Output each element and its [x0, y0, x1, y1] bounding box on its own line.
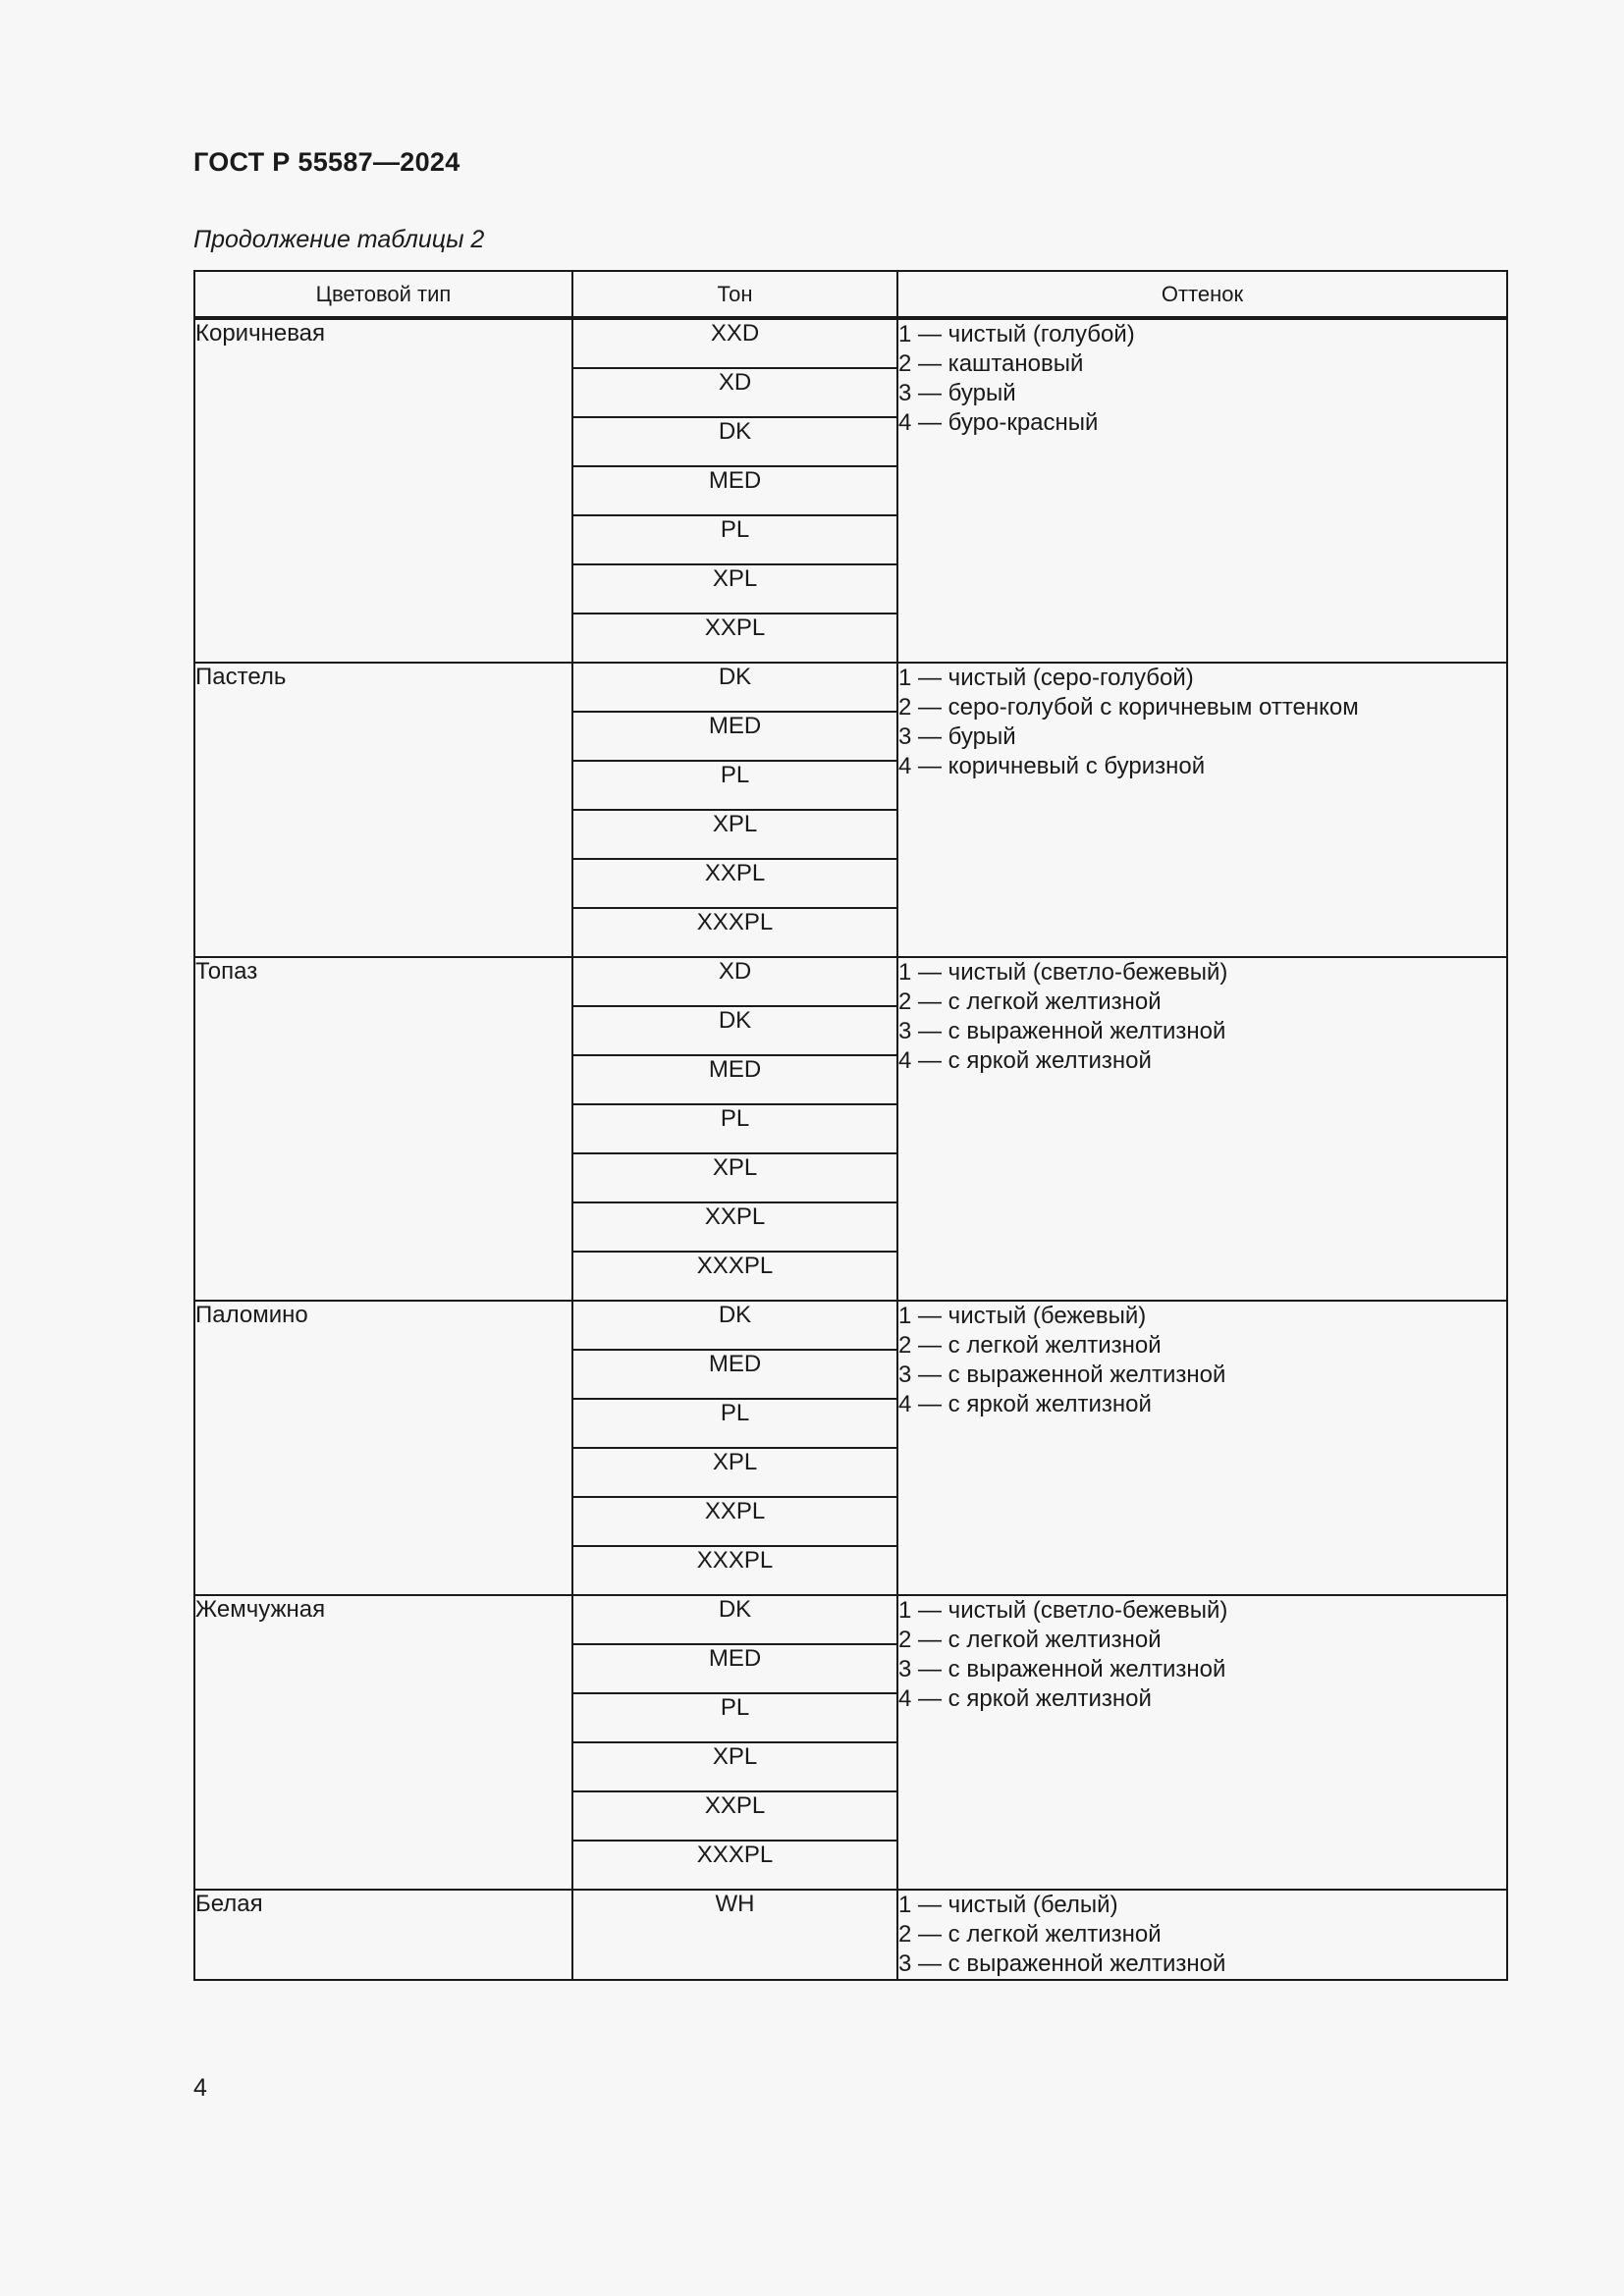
tone-cell: XD — [572, 957, 897, 1006]
column-header-color-type: Цветовой тип — [194, 271, 572, 318]
shade-line: 3 — с выраженной желтизной — [898, 1362, 1226, 1388]
tone-cell: XXPL — [572, 859, 897, 908]
tone-cell: MED — [572, 712, 897, 761]
tone-cell: WH — [572, 1890, 897, 1980]
tone-cell: XXXPL — [572, 908, 897, 957]
tone-cell: PL — [572, 761, 897, 810]
tone-cell: XPL — [572, 564, 897, 614]
shade-line: 4 — буро-красный — [898, 409, 1099, 436]
tone-cell: XXXPL — [572, 1546, 897, 1595]
tone-cell: XXPL — [572, 614, 897, 663]
shade-line: 3 — с выраженной желтизной — [898, 1656, 1226, 1682]
color-type-table — [193, 270, 1508, 1981]
shade-line: 3 — с выраженной желтизной — [898, 1950, 1226, 1977]
table-row — [194, 957, 1507, 1006]
tone-cell: MED — [572, 1055, 897, 1104]
shade-line: 4 — с яркой желтизной — [898, 1047, 1152, 1074]
tone-cell: XXXPL — [572, 1252, 897, 1301]
shade-line: 1 — чистый (голубой) — [898, 321, 1135, 347]
tone-cell: PL — [572, 1399, 897, 1448]
shade-line: 2 — с легкой желтизной — [898, 1627, 1162, 1653]
shade-line: 4 — коричневый с буризной — [898, 753, 1206, 779]
table-row — [194, 1301, 1507, 1350]
shade-line: 3 — бурый — [898, 380, 1016, 406]
table-body — [194, 318, 1507, 1980]
shade-cell — [897, 318, 1507, 663]
shade-line: 2 — с легкой желтизной — [898, 1921, 1162, 1948]
tone-cell: DK — [572, 417, 897, 466]
color-type-cell: Жемчужная — [194, 1595, 572, 1890]
column-header-shade: Оттенок — [897, 271, 1507, 318]
shade-cell — [897, 957, 1507, 1301]
table-row — [194, 1890, 1507, 1980]
shade-line: 1 — чистый (светло-бежевый) — [898, 959, 1228, 986]
table-row — [194, 663, 1507, 712]
tone-cell: XXPL — [572, 1202, 897, 1252]
tone-cell: XPL — [572, 810, 897, 859]
color-type-cell: Белая — [194, 1890, 572, 1980]
tone-cell: MED — [572, 466, 897, 515]
shade-line: 4 — с яркой желтизной — [898, 1685, 1152, 1712]
tone-cell: PL — [572, 515, 897, 564]
table-row — [194, 1595, 1507, 1644]
shade-line: 1 — чистый (светло-бежевый) — [898, 1597, 1228, 1624]
shade-cell — [897, 1890, 1507, 1980]
document-title: ГОСТ Р 55587—2024 — [193, 147, 460, 177]
shade-line: 2 — с легкой желтизной — [898, 988, 1162, 1015]
tone-cell: DK — [572, 1595, 897, 1644]
tone-cell: DK — [572, 1301, 897, 1350]
shade-line: 1 — чистый (белый) — [898, 1892, 1118, 1918]
tone-cell: PL — [572, 1693, 897, 1742]
color-type-cell: Коричневая — [194, 318, 572, 663]
tone-cell: DK — [572, 1006, 897, 1055]
shade-line: 2 — с легкой желтизной — [898, 1332, 1162, 1359]
color-type-cell: Паломино — [194, 1301, 572, 1595]
tone-cell: PL — [572, 1104, 897, 1153]
shade-line: 1 — чистый (бежевый) — [898, 1303, 1147, 1329]
shade-cell — [897, 1301, 1507, 1595]
table-caption: Продолжение таблицы 2 — [193, 226, 485, 253]
shade-cell — [897, 1595, 1507, 1890]
color-type-cell: Пастель — [194, 663, 572, 957]
tone-cell: DK — [572, 663, 897, 712]
shade-line: 2 — серо-голубой с коричневым оттенком — [898, 694, 1359, 721]
shade-line: 2 — каштановый — [898, 350, 1084, 377]
shade-line: 3 — бурый — [898, 723, 1016, 750]
page-number: 4 — [193, 2074, 207, 2102]
shade-line: 3 — с выраженной желтизной — [898, 1018, 1226, 1044]
tone-cell: XXPL — [572, 1791, 897, 1841]
shade-line: 4 — с яркой желтизной — [898, 1391, 1152, 1417]
color-type-cell: Топаз — [194, 957, 572, 1301]
table-header-row — [194, 271, 1507, 318]
column-header-tone: Тон — [572, 271, 897, 318]
tone-cell: MED — [572, 1644, 897, 1693]
tone-cell: XPL — [572, 1448, 897, 1497]
tone-cell: XXPL — [572, 1497, 897, 1546]
tone-cell: XPL — [572, 1153, 897, 1202]
tone-cell: XXD — [572, 318, 897, 368]
tone-cell: MED — [572, 1350, 897, 1399]
table-row — [194, 318, 1507, 368]
shade-line: 1 — чистый (серо-голубой) — [898, 665, 1194, 691]
tone-cell: XXXPL — [572, 1841, 897, 1890]
shade-cell — [897, 663, 1507, 957]
tone-cell: XD — [572, 368, 897, 417]
tone-cell: XPL — [572, 1742, 897, 1791]
